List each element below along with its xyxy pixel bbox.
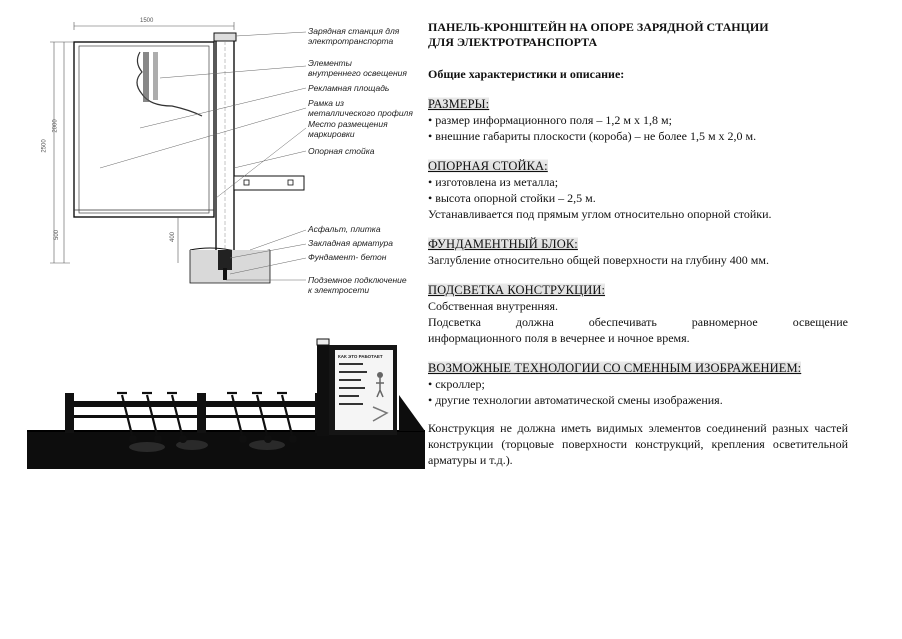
description-column — [428, 20, 848, 468]
section-foundation — [428, 222, 848, 268]
section-line: • высота опорной стойки – 2,5 м. — [428, 191, 596, 205]
document-subtitle: Общие характеристики и описание: — [428, 67, 625, 81]
section-line: • размер информационного поля – 1,2 м х 1,8 м; — [428, 113, 672, 127]
callout-marking: Место размещения маркировки — [308, 119, 388, 139]
dim-left-total: 2500 — [41, 139, 48, 153]
dim-top: 1500 — [140, 18, 154, 24]
section-support-post — [428, 144, 848, 222]
callout-ad-area: Рекламная площадь — [308, 83, 390, 93]
callout-foundation: Фундамент- бетон — [308, 252, 387, 262]
section-heading: РАЗМЕРЫ: — [428, 97, 490, 111]
document-title: ПАНЕЛЬ-КРОНШТЕЙН НА ОПОРЕ ЗАРЯДНОЙ СТАНЦИИ — [428, 20, 769, 34]
closing-paragraph: Конструкция не должна иметь видимых элементов соединений разных частей конструкции (торцовые поверхности конструкций, крепления осветительной арматуры и т.д.). — [428, 421, 848, 467]
callout-asphalt: Асфальт, плитка — [308, 224, 381, 234]
callout-internal-lighting: Элементы внутреннего освещения — [308, 58, 407, 78]
section-line: • изготовлена из металла; — [428, 175, 559, 189]
dim-left-low: 500 — [54, 229, 61, 241]
callout-post: Опорная стойка — [308, 146, 375, 156]
section-heading: ФУНДАМЕНТНЫЙ БЛОК: — [428, 237, 578, 251]
callout-charging-station: Зарядная станция для электротранспорта — [308, 26, 400, 46]
section-line: Устанавливается под прямым углом относительно опорной стойки. — [428, 207, 772, 221]
section-heading: ВОЗМОЖНЫЕ ТЕХНОЛОГИИ СО СМЕННЫМ ИЗОБРАЖЕНИЕМ: — [428, 361, 802, 375]
section-line: информационного поля в вечернее и ночное время. — [428, 331, 690, 345]
callout-frame: Рамка из металлического профиля — [308, 98, 413, 118]
document-title-line2: ДЛЯ ЭЛЕКТРОТРАНСПОРТА — [428, 35, 598, 49]
callout-rebar: Закладная арматура — [308, 238, 393, 248]
section-technologies — [428, 346, 848, 408]
section-lighting — [428, 268, 848, 346]
technical-drawing — [40, 18, 425, 318]
section-line: Заглубление относительно общей поверхности на глубину 400 мм. — [428, 253, 769, 267]
section-line: • внешние габариты плоскости (короба) – не более 1,5 м х 2,0 м. — [428, 129, 757, 143]
info-panel-heading: КАК ЭТО РАБОТАЕТ — [338, 354, 383, 359]
section-line: • скроллер; — [428, 377, 485, 391]
dim-post: 400 — [170, 231, 177, 243]
section-line: Подсветка должна обеспечивать равномерное освещение — [428, 315, 848, 329]
section-heading: ОПОРНАЯ СТОЙКА: — [428, 159, 548, 173]
dim-left-panel: 2000 — [52, 119, 59, 133]
street-scene-illustration — [27, 335, 425, 469]
section-line: • другие технологии автоматической смены изображения. — [428, 393, 723, 407]
section-line: Собственная внутренняя. — [428, 299, 558, 313]
section-heading: ПОДСВЕТКА КОНСТРУКЦИИ: — [428, 283, 606, 297]
callout-underground: Подземное подключение к электросети — [308, 275, 407, 295]
section-dimensions — [428, 82, 848, 144]
